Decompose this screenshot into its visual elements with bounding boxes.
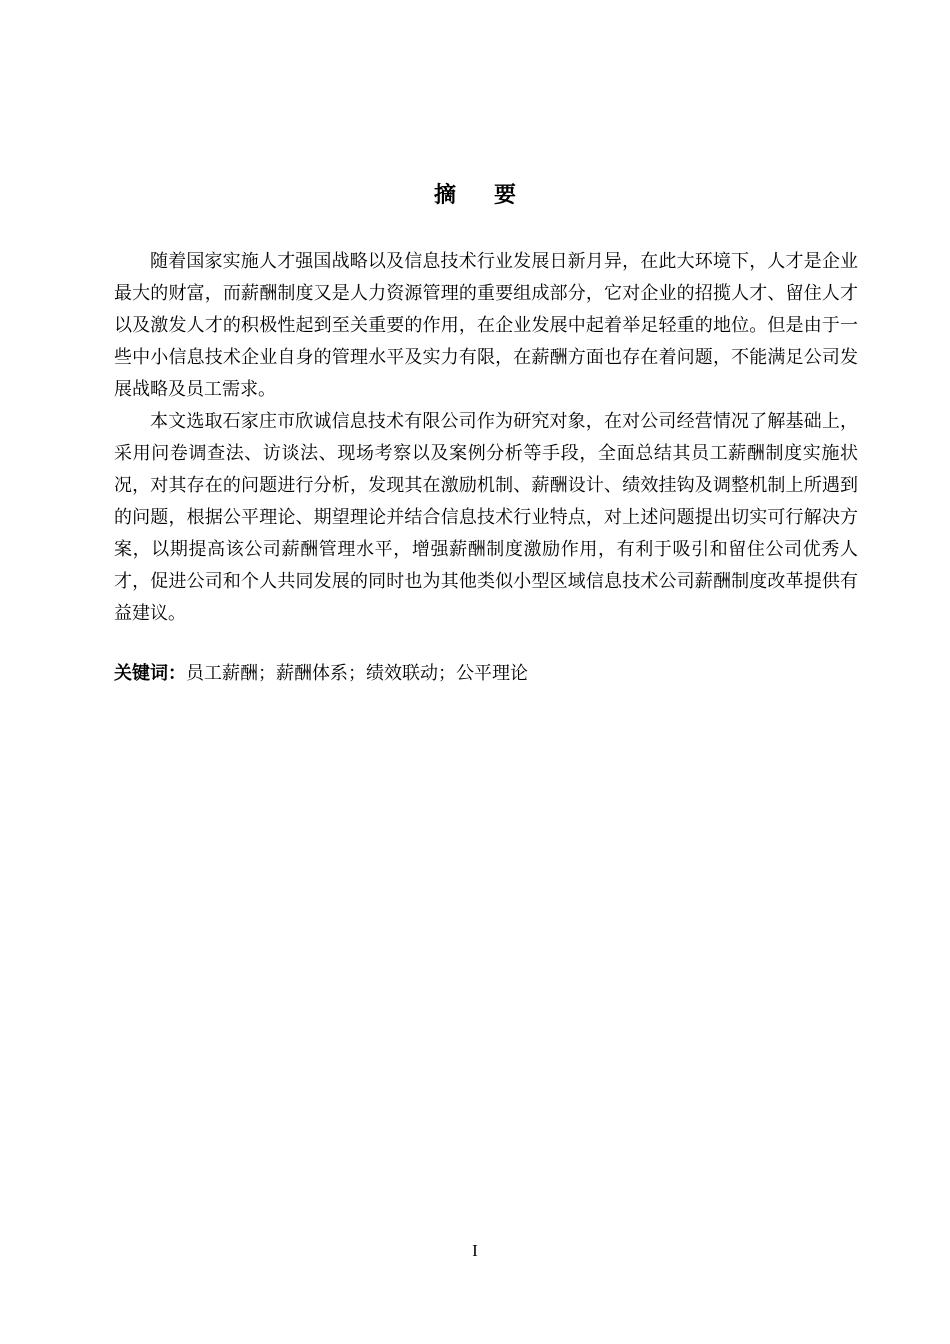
abstract-paragraph-1: 随着国家实施人才强国战略以及信息技术行业发展日新月异，在此大环境下，人才是企业最大的财富，而薪酬制度又是人力资源管理的重要组成部分，它对企业的招揽人才、留住人才以及激发人才的积极性起到至关重要的作用，在企业发展中起着举足轻重的地位。但是由于一些中小信息技术企业自身的管理水平及实力有限，在薪酬方面也存在着问题，不能满足公司发展战略及员工需求。 (114, 251, 858, 400)
keywords-line (114, 660, 858, 688)
keywords-text: 员工薪酬；薪酬体系；绩效联动；公平理论 (186, 663, 528, 684)
abstract-body (114, 246, 858, 630)
abstract-paragraph-2: 本文选取石家庄市欣诚信息技术有限公司作为研究对象，在对公司经营情况了解基础上，采用问卷调查法、访谈法、现场考察以及案例分析等手段，全面总结其员工薪酬制度实施状况，对其存在的问题进行分析，发现其在激励机制、薪酬设计、绩效挂钩及调整机制上所遇到的问题，根据公平理论、期望理论并结合信息技术行业特点，对上述问题提出切实可行解决方案，以期提高该公司薪酬管理水平，增强薪酬制度激励作用，有利于吸引和留住公司优秀人才，促进公司和个人共同发展的同时也为其他类似小型区域信息技术公司薪酬制度改革提供有益建议。 (114, 411, 858, 624)
keywords-label: 关键词： (114, 663, 186, 684)
page-number: I (472, 1241, 478, 1260)
abstract-title: 摘要 (433, 183, 554, 208)
